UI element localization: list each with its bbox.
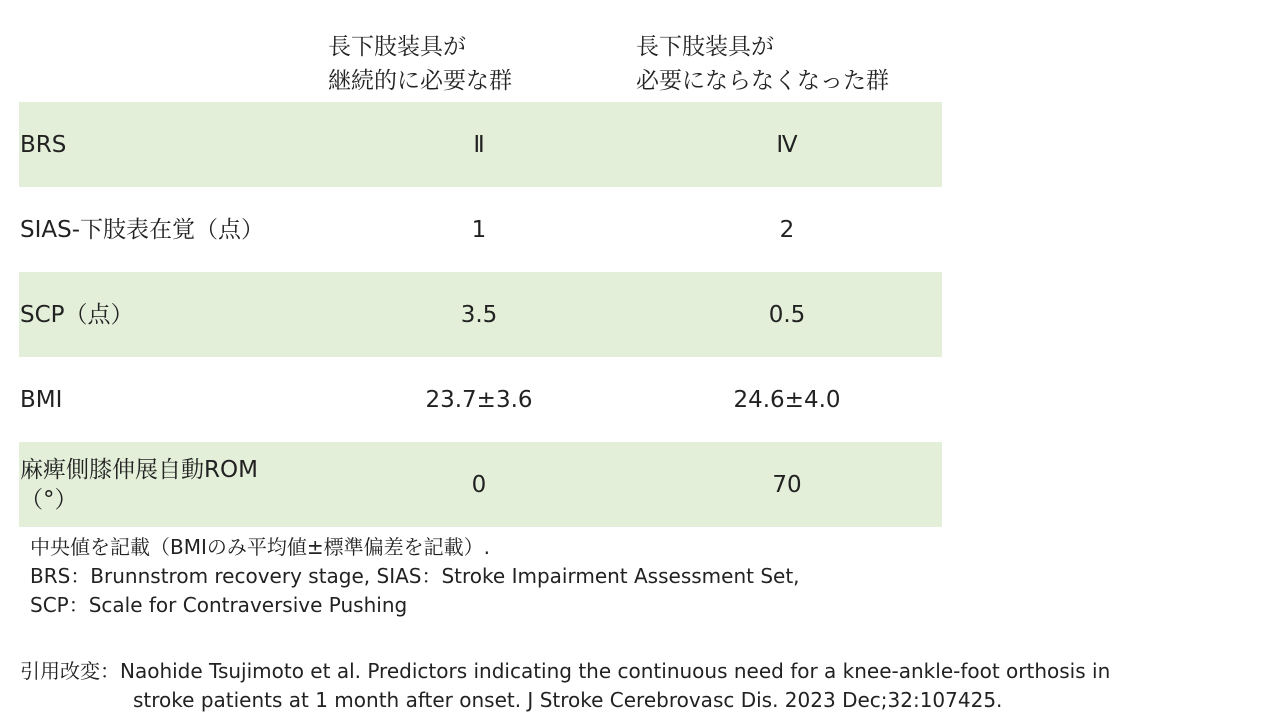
citation-line: stroke patients at 1 month after onset. J Stroke Cerebrovasc Dis. 2023 Dec;32:107425. (133, 688, 1003, 712)
column-header-line: 必要にならなくなった群 (636, 68, 889, 94)
row-label: SCP（点） (20, 301, 134, 328)
row-label: BMI (20, 386, 63, 413)
cell-value-continuous: 1 (471, 216, 487, 243)
note-line: BRS：Brunnstrom recovery stage, SIAS：Stroke Impairment Assessment Set, (30, 564, 800, 588)
column-header-line: 長下肢装具が (328, 34, 466, 60)
cell-value-continuous: 0 (471, 471, 487, 498)
cell-value-not-needed: 2 (779, 216, 795, 243)
note-line: SCP：Scale for Contraversive Pushing (30, 593, 408, 617)
cell-value-continuous: Ⅱ (473, 131, 485, 158)
row-label: SIAS-下肢表在覚（点） (20, 216, 265, 243)
row-label-line: 麻痺側膝伸展自動ROM (20, 456, 258, 483)
cell-value-not-needed: 70 (772, 471, 802, 498)
citation (20, 657, 1110, 715)
column-header-line: 長下肢装具が (636, 34, 774, 60)
column-header-continuous-need (328, 30, 512, 98)
column-header-line: 継続的に必要な群 (328, 68, 512, 94)
cell-value-not-needed: 0.5 (768, 301, 806, 328)
comparison-table (19, 102, 942, 527)
column-header-no-longer-needed (636, 30, 889, 98)
cell-value-continuous: 23.7±3.6 (425, 386, 533, 413)
citation-line: 引用改変：Naohide Tsujimoto et al. Predictors indicating the continuous need for a knee-ankle-foot orthosis in (20, 659, 1111, 683)
row-label: BRS (20, 131, 67, 158)
cell-value-not-needed: 24.6±4.0 (733, 386, 841, 413)
row-label (20, 455, 258, 515)
table-row-bmi (19, 357, 942, 442)
table-row-brs (19, 102, 942, 187)
cell-value-continuous: 3.5 (460, 301, 498, 328)
table-row-rom (19, 442, 942, 527)
table-row-sias (19, 187, 942, 272)
table-row-scp (19, 272, 942, 357)
cell-value-not-needed: Ⅳ (776, 131, 798, 158)
note-line: 中央値を記載（BMIのみ平均値±標準偏差を記載）. (30, 535, 490, 559)
table-notes (30, 533, 800, 620)
row-label-unit: （°） (20, 486, 78, 513)
